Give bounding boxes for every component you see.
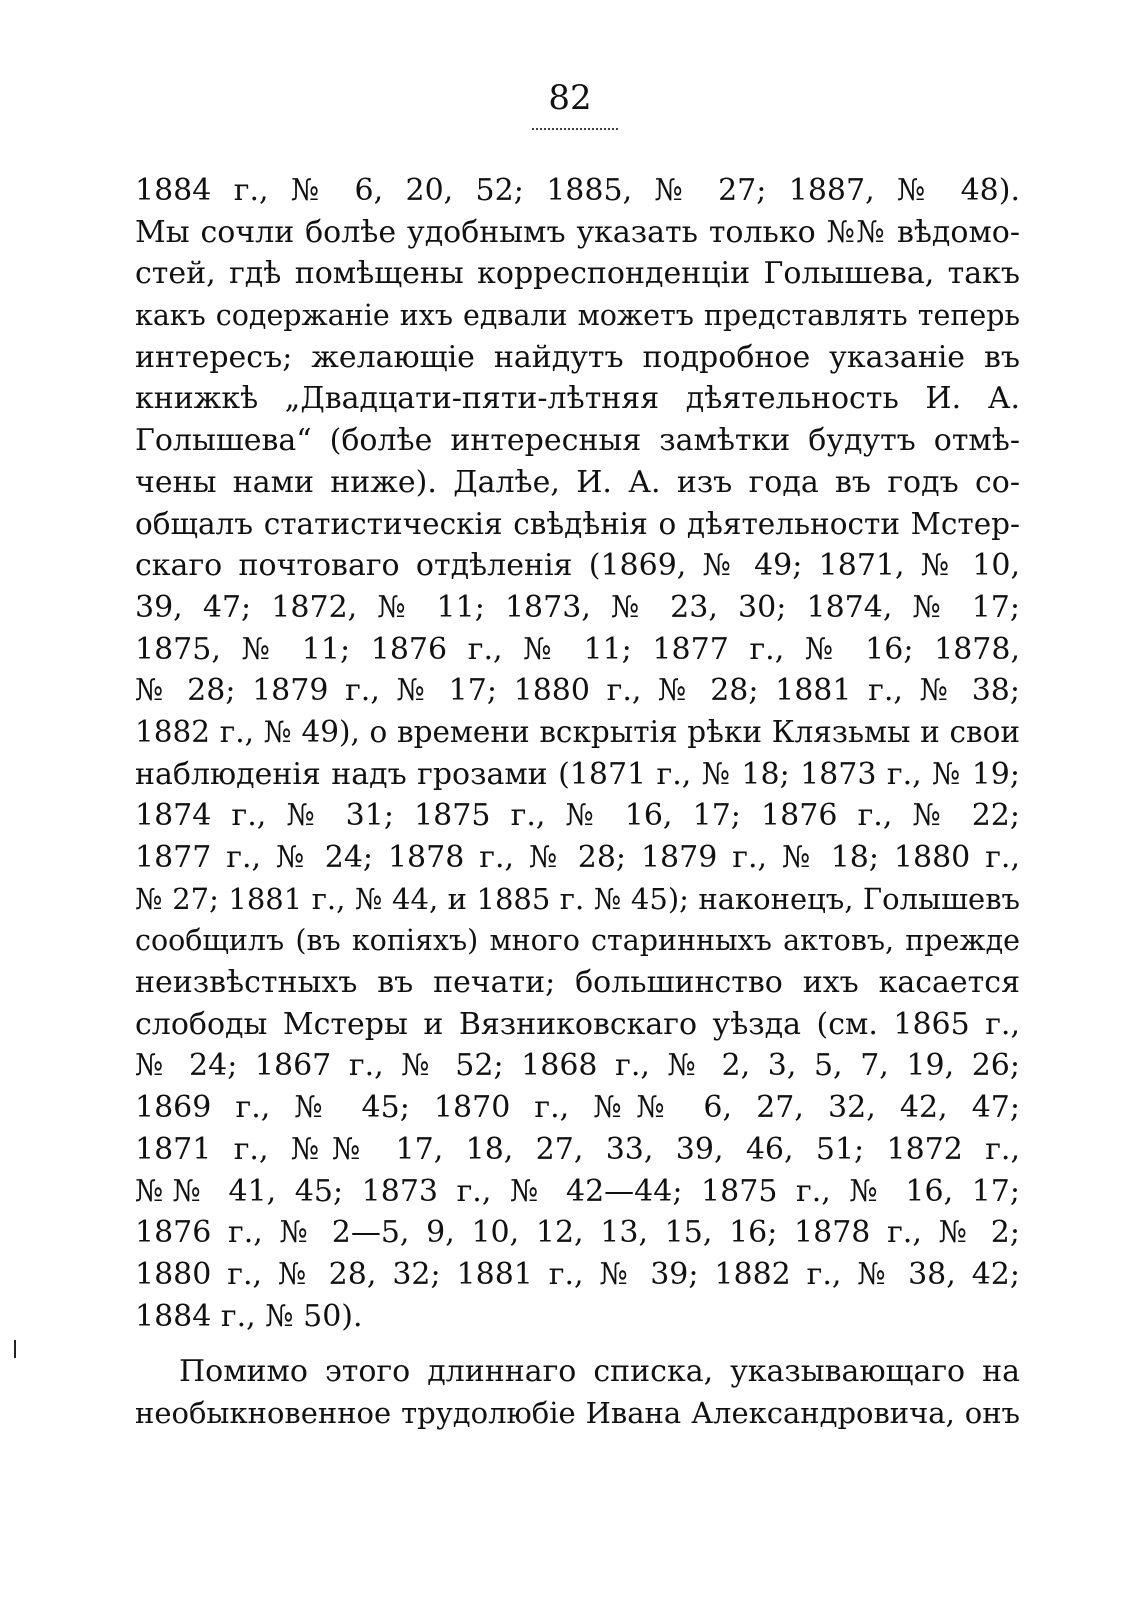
text-line: наблюденія надъ грозами (1871 г., № 18; 1873 г., № 19; (135, 756, 1020, 792)
page-number-rule (532, 128, 618, 130)
text-line: сообщилъ (въ копіяхъ) много старинныхъ актовъ, прежде (135, 924, 1020, 958)
text-line: 1871 г., №№ 17, 18, 27, 33, 39, 46, 51; 1872 г., (135, 1131, 1020, 1167)
text-line: книжкѣ „Двадцати-пяти-лѣтняя дѣятельность И. А. (135, 381, 1020, 417)
text-line: интересъ; желающіе найдутъ подробное указаніе въ (135, 339, 1020, 375)
paragraph-2 (135, 1351, 1020, 1434)
text-line: № 28; 1879 г., № 17; 1880 г., № 28; 1881 г., № 38; (135, 673, 1020, 709)
text-line: 1877 г., № 24; 1878 г., № 28; 1879 г., № 18; 1880 г., (135, 840, 1020, 875)
text-line: 1882 г., № 49), о времени вскрытія рѣки Клязьмы и свои (135, 714, 1020, 749)
text-line: слободы Мстеры и Вязниковскаго уѣзда (см. 1865 г., (135, 1006, 1020, 1042)
text-line: №№ 41, 45; 1873 г., № 42—44; 1875 г., № 16, 17; (135, 1173, 1020, 1209)
text-line: стей, гдѣ помѣщены корреспонденціи Голышева, такъ (135, 256, 1020, 292)
text-line: 1875, № 11; 1876 г., № 11; 1877 г., № 16; 1878, (135, 631, 1020, 667)
paragraph-spacer (135, 1337, 1020, 1351)
text-line: Помимо этого длиннаго списка, указывающаго на (179, 1354, 1020, 1390)
text-line: 1880 г., № 28, 32; 1881 г., № 39; 1882 г., № 38, 42; (135, 1256, 1020, 1292)
text-line: неизвѣстныхъ въ печати; большинство ихъ касается (135, 965, 1020, 1001)
margin-mark (14, 1340, 16, 1358)
text-line: № 27; 1881 г., № 44, и 1885 г. № 45); наконецъ, Голышевъ (135, 881, 1020, 916)
text-line: общалъ статистическія свѣдѣнія о дѣятельности Мстер- (135, 506, 1020, 541)
text-line: какъ содержаніе ихъ едвали можетъ представлять теперь (135, 299, 1020, 333)
text-line: 1884 г., № 50). (135, 1298, 363, 1334)
text-line: № 24; 1867 г., № 52; 1868 г., № 2, 3, 5, 7, 19, 26; (135, 1048, 1020, 1084)
paragraph-1 (135, 170, 1020, 1337)
text-line: 1874 г., № 31; 1875 г., № 16, 17; 1876 г., № 22; (135, 798, 1020, 834)
text-line: Мы сочли болѣе удобнымъ указать только №№ вѣдомо- (135, 214, 1020, 250)
text-line: необыкновенное трудолюбіе Ивана Александровича, онъ (135, 1395, 1020, 1430)
text-line: 1869 г., № 45; 1870 г., №№ 6, 27, 32, 42, 47; (135, 1090, 1020, 1126)
page-body (135, 170, 1020, 1435)
text-line: скаго почтоваго отдѣленія (1869, № 49; 1871, № 10, (135, 548, 1020, 584)
text-line: 1876 г., № 2—5, 9, 10, 12, 13, 15, 16; 1878 г., № 2; (135, 1215, 1020, 1251)
text-line: 1884 г., № 6, 20, 52; 1885, № 27; 1887, № 48). (135, 173, 1020, 208)
text-line: чены нами ниже). Далѣе, И. А. изъ года въ годъ со- (135, 464, 1020, 500)
page-number: 82 (548, 78, 592, 118)
text-line: Голышева“ (болѣе интересныя замѣтки будутъ отмѣ- (135, 423, 1020, 459)
text-line: 39, 47; 1872, № 11; 1873, № 23, 30; 1874, № 17; (135, 589, 1020, 625)
